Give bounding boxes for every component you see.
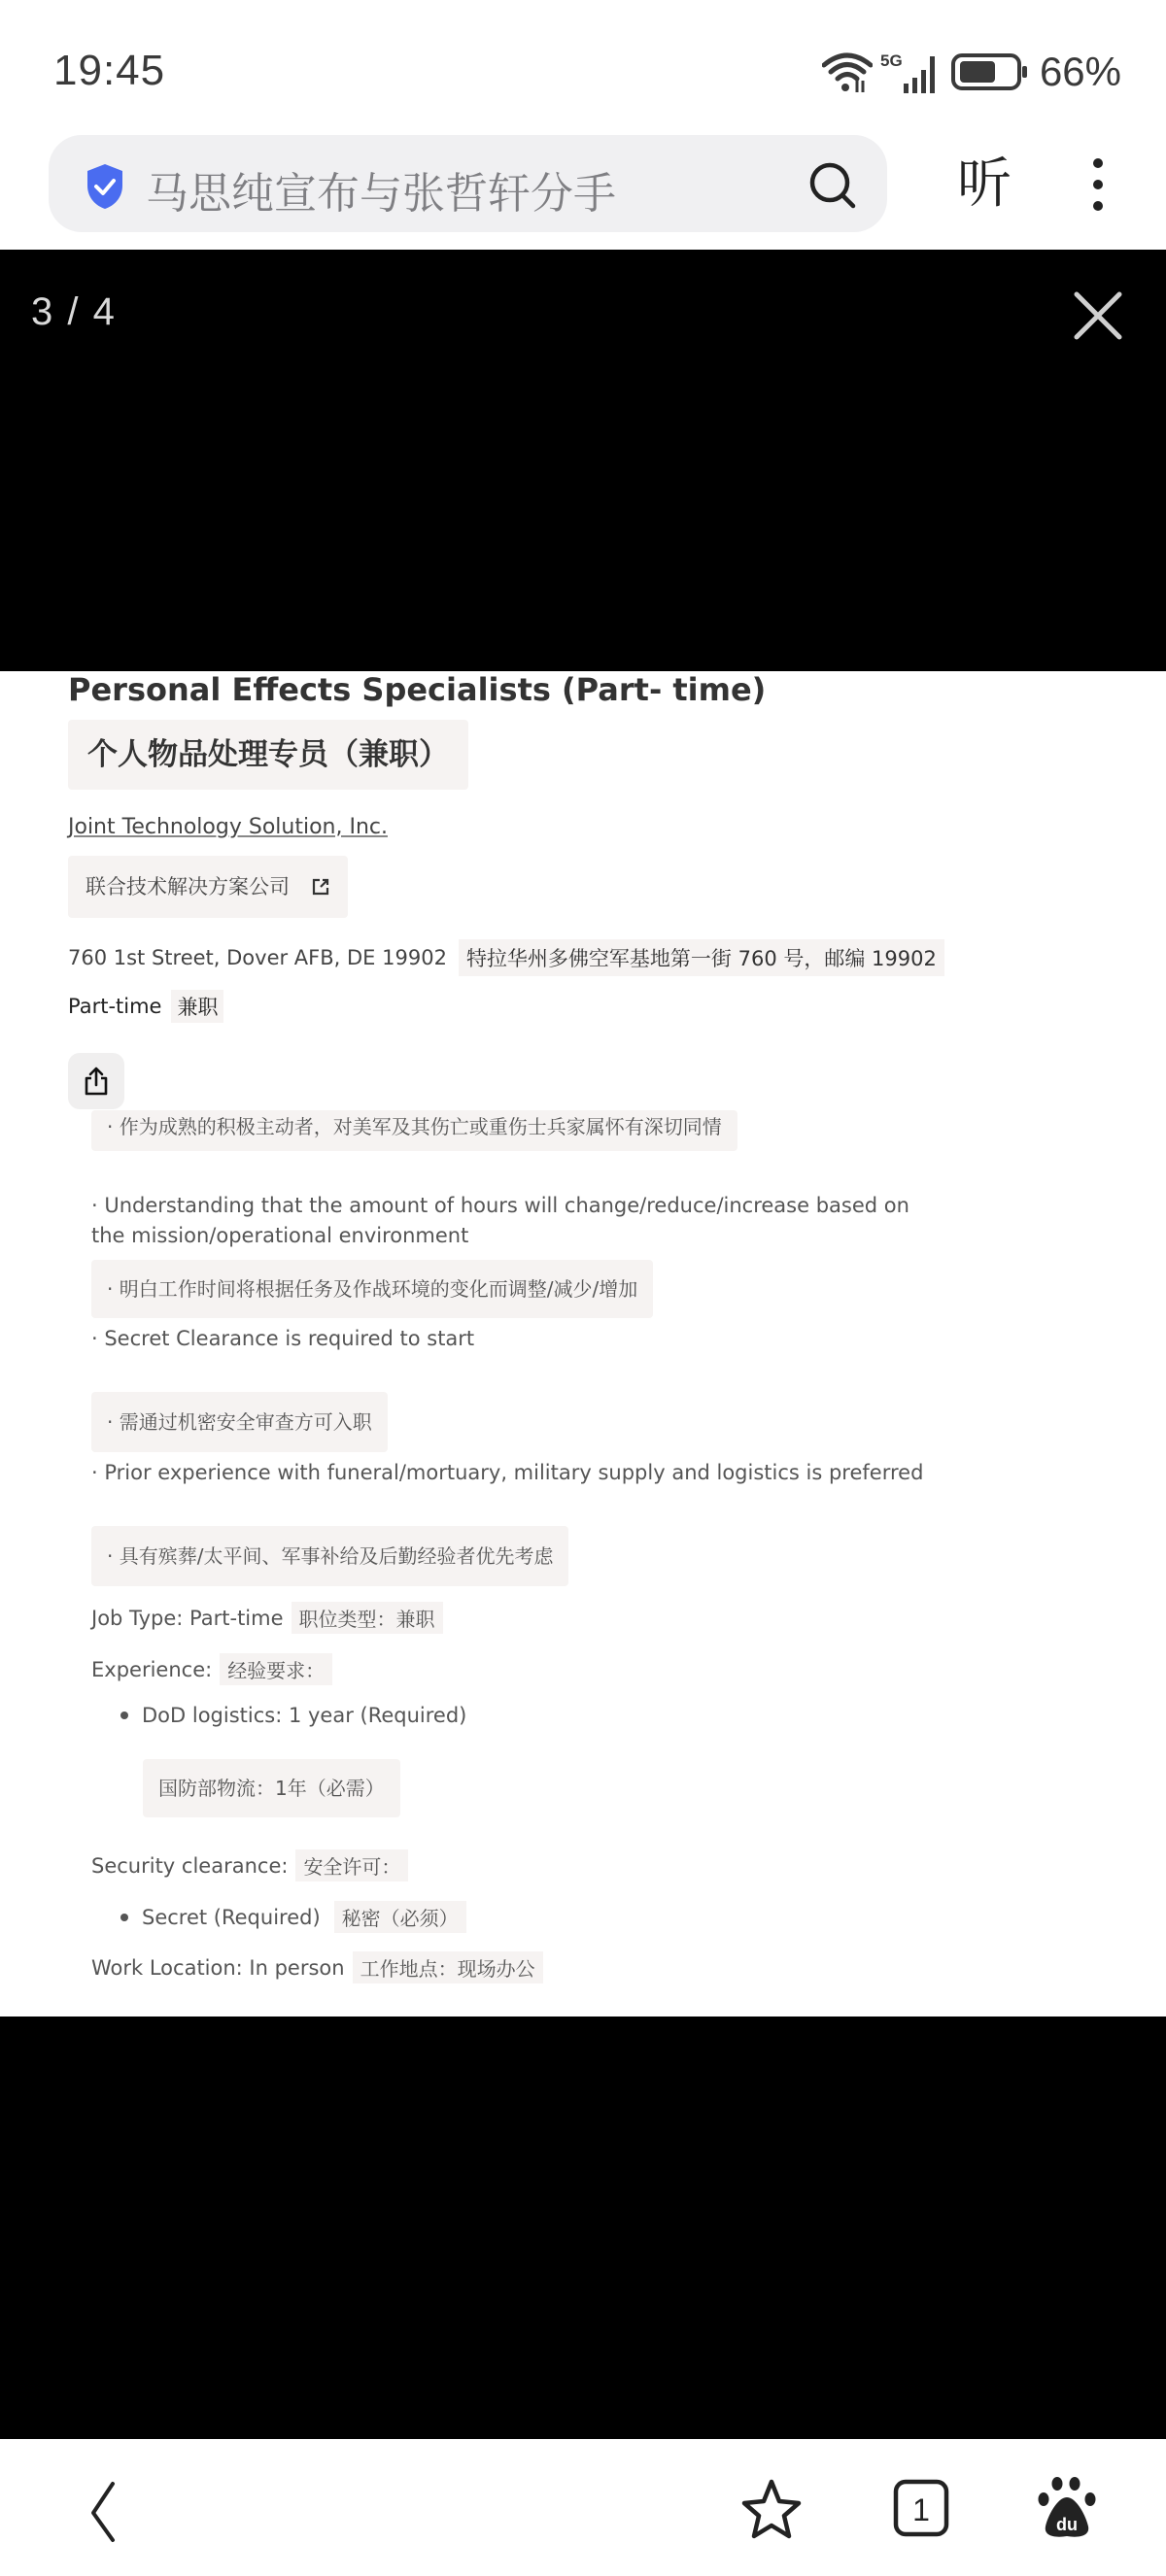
detail-security-en: Security clearance:: [91, 1853, 289, 1878]
address-zh: 特拉华州多佛空军基地第一街 760 号，邮编 19902: [459, 939, 944, 976]
company-zh-text: 联合技术解决方案公司: [86, 875, 290, 898]
page-counter: 3 / 4: [31, 290, 117, 333]
detail-job-type: [91, 1602, 443, 1634]
security-item-en: Secret (Required): [142, 1905, 321, 1929]
baidu-paw-icon[interactable]: [1036, 2476, 1098, 2540]
experience-item-en: DoD logistics: 1 year (Required): [142, 1704, 467, 1727]
job-posting-image: [0, 671, 1166, 2017]
address-en: 760 1st Street, Dover AFB, DE 19902: [68, 946, 447, 969]
detail-experience: [91, 1653, 332, 1685]
bookmark-star-icon[interactable]: [740, 2478, 803, 2540]
job-type-zh: 兼职: [171, 990, 223, 1023]
status-bar: [0, 0, 1166, 136]
search-query[interactable]: 马思纯宣布与张哲轩分手: [146, 169, 616, 219]
company-zh: [68, 856, 348, 918]
tabs-icon[interactable]: [892, 2478, 950, 2538]
experience-item-zh: 国防部物流：1年（必需）: [143, 1759, 400, 1817]
detail-job-type-en: Job Type: Part-time: [91, 1606, 284, 1630]
detail-experience-zh: 经验要求：: [220, 1653, 332, 1685]
svg-text:du: du: [1056, 2515, 1078, 2534]
detail-experience-en: Experience:: [91, 1657, 213, 1681]
battery-icon: [950, 51, 1030, 92]
bullet-2-zh: · 明白工作时间将根据任务及作战环境的变化而调整/减少/增加: [91, 1260, 653, 1318]
close-icon[interactable]: [1071, 288, 1125, 343]
search-bar[interactable]: [49, 135, 887, 232]
share-icon: [84, 1067, 109, 1096]
bullet-3-zh: · 需通过机密安全审查方可入职: [91, 1392, 388, 1452]
more-icon[interactable]: [1079, 155, 1117, 214]
security-item-zh: 秘密（必须）: [334, 1901, 466, 1933]
bullet-dot: [120, 1712, 128, 1719]
status-icons: [822, 49, 1121, 95]
bullet-1-zh: · 作为成熟的积极主动者，对美军及其伤亡或重伤士兵家属怀有深切同情: [91, 1110, 737, 1151]
bullet-2-en: · Understanding that the amount of hours will change/reduce/increase based on the mission/operational environment: [91, 1194, 909, 1247]
battery-percent: 66%: [1039, 49, 1121, 94]
image-viewer: [0, 250, 1166, 2439]
detail-job-type-zh: 职位类型：兼职: [292, 1602, 443, 1634]
detail-security: [91, 1849, 408, 1881]
detail-work-location-zh: 工作地点：现场办公: [353, 1951, 543, 1983]
company-link[interactable]: Joint Technology Solution, Inc.: [68, 815, 388, 839]
bullet-4-zh: · 具有殡葬/太平间、军事补给及后勤经验者优先考虑: [91, 1526, 568, 1586]
job-title-en: Personal Effects Specialists (Part- time): [68, 671, 767, 708]
signal-5g-icon: [880, 51, 943, 93]
address-row: [68, 939, 944, 976]
bullet-dot: [120, 1914, 128, 1921]
svg-text:1: 1: [912, 2492, 930, 2527]
bullet-3-en: · Secret Clearance is required to start: [91, 1327, 475, 1350]
external-link-icon[interactable]: [311, 877, 330, 897]
bottom-nav: [0, 2439, 1166, 2576]
listen-button[interactable]: 听: [957, 153, 1012, 216]
status-time: 19:45: [53, 47, 166, 94]
job-title-zh: 个人物品处理专员（兼职）: [68, 720, 468, 790]
security-list-item: [120, 1901, 466, 1933]
wifi-icon: [822, 51, 873, 92]
svg-text:5G: 5G: [879, 51, 903, 70]
search-icon[interactable]: [807, 160, 858, 211]
shield-check-icon: [84, 162, 126, 211]
share-button[interactable]: [68, 1053, 124, 1109]
job-type-en: Part-time: [68, 995, 162, 1018]
job-type-row: [68, 990, 223, 1023]
detail-security-zh: 安全许可：: [295, 1849, 408, 1881]
back-icon[interactable]: [78, 2478, 126, 2546]
experience-list-item: [120, 1704, 466, 1727]
bullet-4-en: · Prior experience with funeral/mortuary, military supply and logistics is preferred: [91, 1461, 924, 1484]
detail-work-location: [91, 1951, 543, 1983]
detail-work-location-en: Work Location: In person: [91, 1955, 345, 1980]
